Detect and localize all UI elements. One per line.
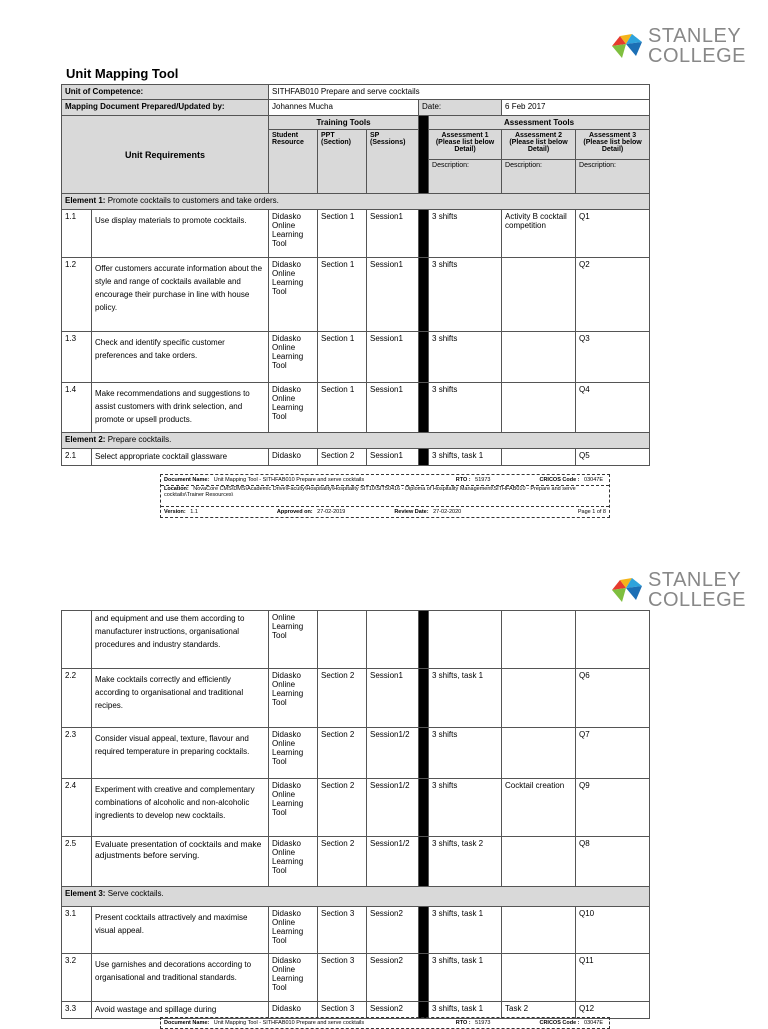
row-number: 2.5	[62, 837, 92, 887]
assessment-1: 3 shifts	[429, 728, 502, 779]
uoc-value: SITHFAB010 Prepare and serve cocktails	[269, 85, 650, 100]
assessment-tools-heading: Assessment Tools	[429, 116, 650, 130]
row-number: 2.4	[62, 779, 92, 837]
ppt-section: Section 2	[318, 837, 367, 887]
divider-bar	[419, 611, 429, 669]
assessment-2: Task 2	[502, 1002, 576, 1019]
college-logo-icon	[610, 576, 644, 604]
divider-bar	[419, 779, 429, 837]
sp-session: Session2	[367, 907, 419, 954]
row-number: 2.3	[62, 728, 92, 779]
element-heading: Element 2: Prepare cocktails.	[62, 433, 650, 449]
prepared-label: Mapping Document Prepared/Updated by:	[62, 100, 269, 116]
row-number	[62, 611, 92, 669]
sp-session: Session1	[367, 332, 419, 383]
sp-session	[367, 611, 419, 669]
sp-session: Session1	[367, 258, 419, 332]
ppt-heading: PPT (Section)	[318, 130, 367, 194]
logo-line-1: STANLEY	[648, 25, 742, 47]
table-row	[62, 954, 650, 1002]
assessment-3: Q8	[576, 837, 650, 887]
requirement-text: Present cocktails attractively and maximise visual appeal.	[92, 907, 269, 954]
table-row	[62, 779, 650, 837]
row-number: 3.3	[62, 1002, 92, 1019]
date-label: Date:	[419, 100, 502, 116]
assessment-1: 3 shifts, task 1	[429, 907, 502, 954]
assessment-2	[502, 669, 576, 728]
requirement-text: Make cocktails correctly and efficiently according to organisational and traditional recipes.	[92, 669, 269, 728]
ppt-section: Section 3	[318, 1002, 367, 1019]
ppt-section: Section 1	[318, 383, 367, 433]
requirement-text: Avoid wastage and spillage during	[92, 1002, 269, 1019]
assessment-1: 3 shifts	[429, 332, 502, 383]
requirement-text: Offer customers accurate information about the style and range of cocktails available and encourage their purchase in line with house policy.	[92, 258, 269, 332]
row-number: 1.3	[62, 332, 92, 383]
row-number: 3.2	[62, 954, 92, 1002]
requirement-text: Evaluate presentation of cocktails and make adjustments before serving.	[92, 837, 269, 887]
divider-bar	[419, 116, 429, 194]
sp-heading: SP (Sessions)	[367, 130, 419, 194]
ppt-section: Section 2	[318, 449, 367, 466]
ppt-section: Section 1	[318, 258, 367, 332]
divider-bar	[419, 1002, 429, 1019]
ppt-section: Section 1	[318, 210, 367, 258]
student-resource: Didasko Online Learning Tool	[269, 258, 318, 332]
ppt-section: Section 2	[318, 669, 367, 728]
assessment-1: 3 shifts	[429, 258, 502, 332]
ppt-section: Section 1	[318, 332, 367, 383]
assessment-1: 3 shifts, task 2	[429, 837, 502, 887]
element-heading: Element 1: Promote cocktails to customers and take orders.	[62, 194, 650, 210]
table-row	[62, 907, 650, 954]
student-resource: Didasko Online Learning Tool	[269, 728, 318, 779]
divider-bar	[419, 332, 429, 383]
sp-session: Session1	[367, 383, 419, 433]
divider-bar	[419, 258, 429, 332]
assessment-2	[502, 907, 576, 954]
ppt-section	[318, 611, 367, 669]
assessment-1	[429, 611, 502, 669]
sp-session: Session1	[367, 449, 419, 466]
requirement-text: and equipment and use them according to manufacturer instructions, organisational procedures and industry standards.	[92, 611, 269, 669]
sp-session: Session1/2	[367, 728, 419, 779]
sp-session: Session1	[367, 669, 419, 728]
table-row	[62, 210, 650, 258]
assessment-2: Activity B cocktail competition	[502, 210, 576, 258]
assessment-3-heading: Assessment 3 (Please list below Detail)	[576, 130, 650, 160]
row-number: 1.1	[62, 210, 92, 258]
ppt-section: Section 3	[318, 907, 367, 954]
student-resource: Didasko Online Learning Tool	[269, 779, 318, 837]
divider-bar	[419, 728, 429, 779]
student-resource-heading: Student Resource	[269, 130, 318, 194]
requirement-text: Select appropriate cocktail glassware	[92, 449, 269, 466]
table-row	[62, 1002, 650, 1019]
table-row	[62, 449, 650, 466]
training-tools-heading: Training Tools	[269, 116, 419, 130]
student-resource: Didasko Online Learning Tool	[269, 954, 318, 1002]
date-value: 6 Feb 2017	[502, 100, 650, 116]
logo-line-1: STANLEY	[648, 569, 742, 591]
assessment-3: Q7	[576, 728, 650, 779]
college-logo-icon	[610, 32, 644, 60]
table-row	[62, 728, 650, 779]
logo-line-2: COLLEGE	[648, 589, 746, 611]
assessment-1-description: Description:	[429, 160, 502, 194]
assessment-2-heading: Assessment 2 (Please list below Detail)	[502, 130, 576, 160]
student-resource: Didasko Online Learning Tool	[269, 210, 318, 258]
student-resource: Online Learning Tool	[269, 611, 318, 669]
assessment-3: Q3	[576, 332, 650, 383]
table-row	[62, 332, 650, 383]
student-resource: Didasko Online Learning Tool	[269, 669, 318, 728]
student-resource: Didasko Online Learning Tool	[269, 332, 318, 383]
student-resource: Didasko	[269, 449, 318, 466]
row-number: 1.2	[62, 258, 92, 332]
divider-bar	[419, 210, 429, 258]
assessment-3: Q4	[576, 383, 650, 433]
assessment-1: 3 shifts	[429, 210, 502, 258]
table-row	[62, 383, 650, 433]
sp-session: Session2	[367, 954, 419, 1002]
student-resource: Didasko Online Learning Tool	[269, 837, 318, 887]
assessment-1: 3 shifts, task 1	[429, 669, 502, 728]
assessment-1-heading: Assessment 1 (Please list below Detail)	[429, 130, 502, 160]
page-2	[0, 520, 768, 1024]
assessment-3: Q9	[576, 779, 650, 837]
assessment-2	[502, 728, 576, 779]
student-resource: Didasko Online Learning Tool	[269, 907, 318, 954]
assessment-2	[502, 449, 576, 466]
student-resource: Didasko	[269, 1002, 318, 1019]
assessment-2	[502, 332, 576, 383]
divider-bar	[419, 669, 429, 728]
uoc-label: Unit of Competence:	[62, 85, 269, 100]
row-number: 2.1	[62, 449, 92, 466]
ppt-section: Section 2	[318, 779, 367, 837]
row-number: 2.2	[62, 669, 92, 728]
assessment-2	[502, 837, 576, 887]
college-logo	[610, 26, 746, 66]
assessment-2	[502, 383, 576, 433]
table-row	[62, 669, 650, 728]
assessment-2	[502, 611, 576, 669]
assessment-3: Q5	[576, 449, 650, 466]
assessment-3: Q6	[576, 669, 650, 728]
document-footer: Document Name: Unit Mapping Tool - SITHFAB010 Prepare and serve cocktails RTO : 51973 CRICOS Code : 03047E Location: NovaCore CMS\DMS\Academic Drive\Faculty\Hospitality\Hospitality SIT10\SIT50416 - Diploma of Hospitality Management\SITHFAB010 - Prepare and serve cocktails\Trainer Resources\ Version: 1.1 Approved on: 27-02-2019 Review Date: 27-02-2020 Page 1 of 8	[160, 474, 610, 518]
college-logo	[610, 570, 746, 610]
divider-bar	[419, 383, 429, 433]
divider-bar	[419, 837, 429, 887]
assessment-2-description: Description:	[502, 160, 576, 194]
unit-requirements-heading: Unit Requirements	[62, 116, 269, 194]
assessment-2	[502, 954, 576, 1002]
element-heading: Element 3: Serve cocktails.	[62, 887, 650, 907]
page-title: Unit Mapping Tool	[66, 66, 179, 81]
student-resource: Didasko Online Learning Tool	[269, 383, 318, 433]
requirement-text: Experiment with creative and complementary combinations of alcoholic and non-alcoholic ingredients to develop new cocktails.	[92, 779, 269, 837]
assessment-1: 3 shifts, task 1	[429, 1002, 502, 1019]
document-footer-partial: Document Name: Unit Mapping Tool - SITHFAB010 Prepare and serve cocktails RTO : 51973 CRICOS Code : 03047E	[160, 1017, 610, 1029]
row-number: 3.1	[62, 907, 92, 954]
divider-bar	[419, 907, 429, 954]
table-row	[62, 258, 650, 332]
assessment-3: Q11	[576, 954, 650, 1002]
divider-bar	[419, 954, 429, 1002]
ppt-section: Section 2	[318, 728, 367, 779]
requirement-text: Use display materials to promote cocktails.	[92, 210, 269, 258]
row-number: 1.4	[62, 383, 92, 433]
assessment-1: 3 shifts, task 1	[429, 954, 502, 1002]
assessment-2: Cocktail creation	[502, 779, 576, 837]
sp-session: Session2	[367, 1002, 419, 1019]
assessment-1: 3 shifts, task 1	[429, 449, 502, 466]
sp-session: Session1/2	[367, 837, 419, 887]
assessment-2	[502, 258, 576, 332]
assessment-3: Q12	[576, 1002, 650, 1019]
assessment-3	[576, 611, 650, 669]
sp-session: Session1	[367, 210, 419, 258]
assessment-1: 3 shifts	[429, 779, 502, 837]
requirement-text: Consider visual appeal, texture, flavour and required temperature in preparing cocktails.	[92, 728, 269, 779]
requirement-text: Use garnishes and decorations according to organisational and traditional standards.	[92, 954, 269, 1002]
assessment-1: 3 shifts	[429, 383, 502, 433]
assessment-3: Q1	[576, 210, 650, 258]
prepared-value: Johannes Mucha	[269, 100, 419, 116]
requirement-text: Make recommendations and suggestions to assist customers with drink selection, and promote or upsell products.	[92, 383, 269, 433]
mapping-table-1	[61, 84, 650, 466]
assessment-3: Q10	[576, 907, 650, 954]
table-row	[62, 611, 650, 669]
ppt-section: Section 3	[318, 954, 367, 1002]
sp-session: Session1/2	[367, 779, 419, 837]
logo-line-2: COLLEGE	[648, 45, 746, 67]
requirement-text: Check and identify specific customer preferences and take orders.	[92, 332, 269, 383]
assessment-3-description: Description:	[576, 160, 650, 194]
divider-bar	[419, 449, 429, 466]
mapping-table-2	[61, 610, 650, 1019]
table-row	[62, 837, 650, 887]
assessment-3: Q2	[576, 258, 650, 332]
